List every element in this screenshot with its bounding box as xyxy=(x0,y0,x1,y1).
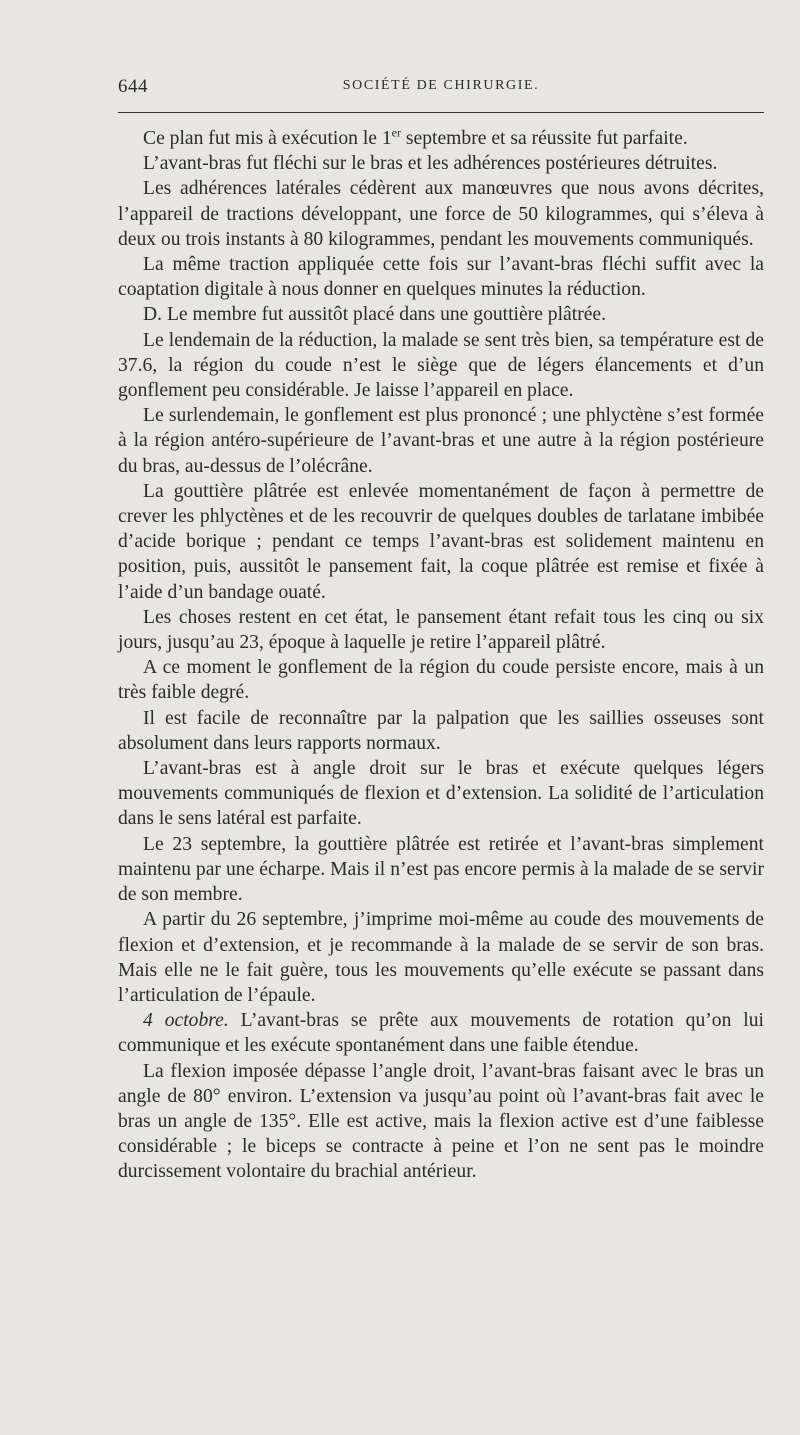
paragraph-text: Ce plan fut mis à exécution le 1 xyxy=(143,128,392,149)
paragraph: A partir du 26 septembre, j’imprime moi-même au coude des mouvements de flexion et d’extension, et je recommande à la malade de se servir de son bras. Mais elle ne le fait guère, tous les mouvements qu’elle exécute se passant dans l’articulation de l’épaule. xyxy=(118,909,764,1006)
page-header xyxy=(118,76,764,102)
header-rule xyxy=(118,112,764,113)
paragraph: Le lendemain de la réduction, la malade se sent très bien, sa température est de 37.6, la région du coude n’est le siège que de légers élancements et d’un gonflement peu considérable. Je laisse l’appareil en place. xyxy=(118,329,764,402)
paragraph: Le surlendemain, le gonflement est plus prononcé ; une phlyctène s’est formée à la région antéro-supérieure de l’avant-bras et une autre à la région postérieure du bras, au-dessus de l’olécrâne. xyxy=(118,405,764,477)
paragraph: La flexion imposée dépasse l’angle droit, l’avant-bras faisant avec le bras un angle de 80° environ. L’extension va jusqu’au point où l’avant-bras fait avec le bras un angle de 135°. Elle est active, mais la flexion active est d’une faiblesse considérable ; le biceps se contracte à peine et l’on ne sent pas le moindre durcissement volontaire du brachial antérieur. xyxy=(118,1060,764,1183)
running-head: SOCIÉTÉ DE CHIRURGIE. xyxy=(342,78,540,93)
superscript-text: er xyxy=(391,125,401,140)
paragraph: A ce moment le gonflement de la région du coude persiste encore, mais à un très faible degré. xyxy=(118,657,764,704)
paragraph: L’avant-bras est à angle droit sur le bras et exécute quelques légers mouvements communiqués de flexion et d’extension. La solidité de l’articulation dans le sens latéral est parfaite. xyxy=(118,758,764,830)
body-text xyxy=(118,126,764,1185)
paragraph-text: septembre et sa réussite fut parfaite. xyxy=(401,128,688,149)
paragraph-text: L’avant-bras se prête aux mouvements de rotation qu’on lui communique et les exécute spontanément dans une faible étendue. xyxy=(118,1010,764,1057)
paragraph: Il est facile de reconnaître par la palpation que les saillies osseuses sont absolument dans leurs rapports normaux. xyxy=(118,707,764,754)
page-number: 644 xyxy=(118,76,148,97)
date-lead: 4 octobre. xyxy=(143,1010,229,1032)
paragraph: D. Le membre fut aussitôt placé dans une gouttière plâtrée. xyxy=(143,304,607,326)
paragraph: Le 23 septembre, la gouttière plâtrée est retirée et l’avant-bras simplement maintenu par une écharpe. Mais il n’est pas encore permis à la malade de se servir de son membre. xyxy=(118,833,764,906)
paragraph xyxy=(118,1008,764,1058)
paragraph: Les choses restent en cet état, le pansement étant refait tous les cinq ou six jours, jusqu’au 23, époque à laquelle je retire l’appareil plâtré. xyxy=(118,606,764,654)
paragraph: La même traction appliquée cette fois sur l’avant-bras fléchi suffit avec la coaptation digitale à nous donner en quelques minutes la réduction. xyxy=(118,254,764,301)
paragraph: L’avant-bras fut fléchi sur le bras et les adhérences postérieures détruites. xyxy=(143,153,718,175)
paragraph: La gouttière plâtrée est enlevée momentanément de façon à permettre de crever les phlyctènes et de les recouvrir de quelques doubles de tarlatane imbibée d’acide borique ; pendant ce temps l’avant-bras est solidement maintenu en position, puis, aussitôt le pansement fait, la coque plâtrée est remise et fixée à l’aide d’un bandage ouaté. xyxy=(118,480,764,603)
paragraph xyxy=(118,126,764,151)
paragraph: Les adhérences latérales cédèrent aux manœuvres que nous avons décrites, l’appareil de tractions développant, une force de 50 kilogrammes, qui s’éleva à deux ou trois instants à 80 kilogrammes, pendant les mouvements communiqués. xyxy=(118,178,764,250)
